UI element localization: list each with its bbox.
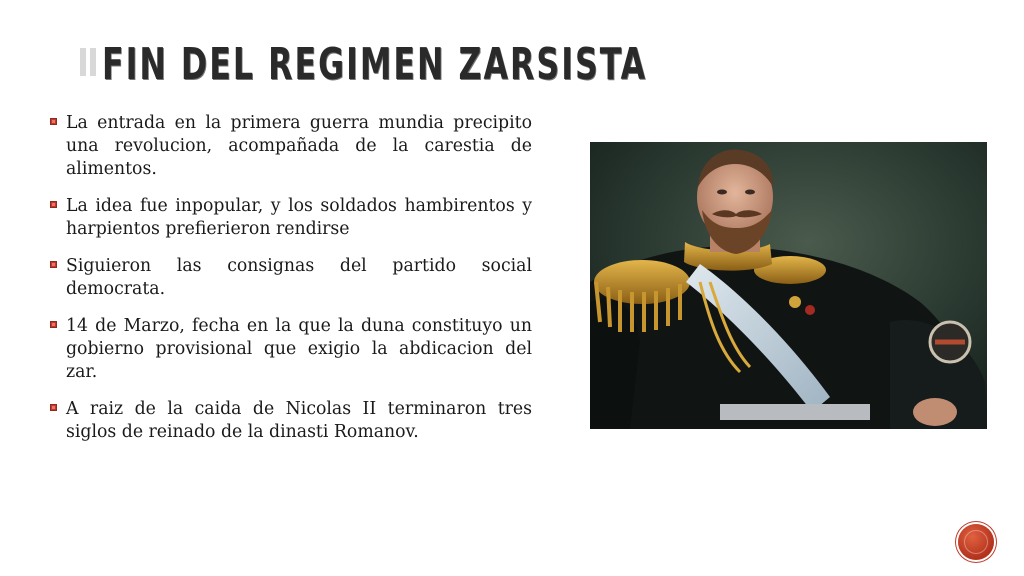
bullet-square-icon [50,404,57,411]
page-indicator-icon [958,524,994,560]
title-decoration-bar [80,48,86,76]
bullet-square-icon [50,118,57,125]
slide-title: FIN DEL REGIMEN ZARSISTA [102,39,648,90]
bullet-list [48,112,532,458]
bullet-item [48,315,532,384]
title-decoration-bar [90,48,96,76]
bullet-square-icon [50,321,57,328]
portrait-illustration [590,142,987,429]
bullet-text: La entrada en la primera guerra mundia precipito una revolucion, acompañada de la carestia de alimentos. [66,113,532,179]
bullet-item [48,112,532,181]
bullet-item [48,398,532,444]
bullet-square-icon [50,261,57,268]
title-decoration [80,48,96,76]
bullet-text: A raiz de la caida de Nicolas II terminaron tres siglos de reinado de la dinasti Romanov. [66,399,532,442]
bullet-text: La idea fue inpopular, y los soldados hambirentos y harpientos prefierieron rendirse [66,196,532,239]
portrait-image [590,142,987,429]
bullet-square-icon [50,201,57,208]
bullet-item [48,255,532,301]
bullet-item [48,195,532,241]
bullet-text: 14 de Marzo, fecha en la que la duna constituyo un gobierno provisional que exigio la abdicacion del zar. [66,316,532,382]
bullet-text: Siguieron las consignas del partido social democrata. [66,256,532,299]
